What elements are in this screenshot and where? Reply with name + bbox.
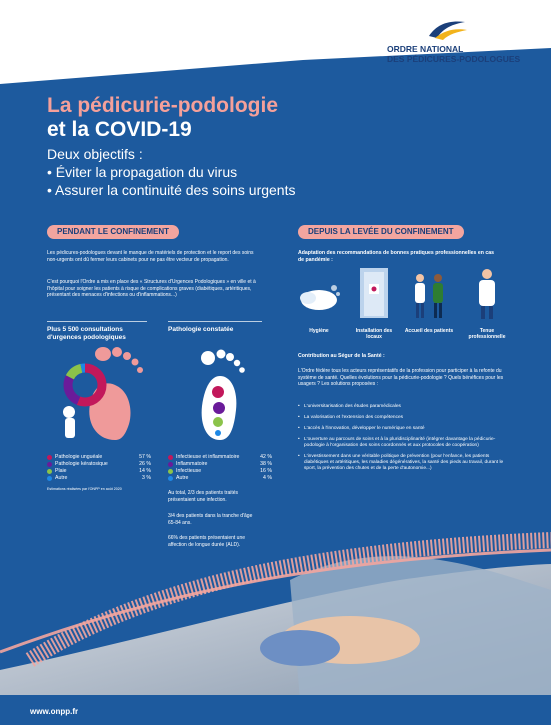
legend-label: Plaie	[55, 468, 67, 474]
legend-value: 14 %	[139, 468, 151, 474]
legend-value: 3 %	[142, 475, 151, 481]
legend-dot	[47, 476, 52, 481]
divider	[47, 321, 147, 322]
title-line2: et la COVID-19	[47, 118, 192, 141]
legend-dot	[168, 469, 173, 474]
legend-label: Inflammatoire	[176, 461, 208, 467]
icon-caption: Hygiène	[309, 328, 329, 334]
objective-item: • Éviter la propagation du virus	[47, 164, 238, 180]
legend-value: 26 %	[139, 461, 151, 467]
foot-dots-illustration	[188, 340, 268, 445]
logo-mark-icon	[423, 14, 471, 42]
stat-infection: Au total, 2/3 des patients traités présentaient une infection.	[168, 490, 239, 503]
title-line1: La pédicurie-podologie	[47, 94, 279, 117]
list-item: • L'ouverture au parcours de soins et à la pluridisciplinarité (intégrer davantage la pédicurie-podologie à l'organisation des soins coordonnés et aux protocoles de coopération)	[298, 437, 513, 449]
logo-line1: ORDRE NATIONAL	[387, 44, 464, 54]
header	[0, 0, 551, 90]
legend-dot	[47, 455, 52, 460]
pill-after-lockdown: DEPUIS LA LEVÉE DU CONFINEMENT	[298, 225, 464, 239]
legend-item	[47, 475, 151, 481]
estimation-note: Estimations réalisées par l'ONPP en août 2020	[47, 487, 122, 491]
icon-premises	[349, 266, 399, 340]
logo-text	[387, 44, 520, 64]
pathology-title: Pathologie constatée	[168, 326, 234, 333]
icon-uniform	[462, 266, 512, 340]
left-para1: Les pédicures-podologues devant le manque de matériels de protection et le report des soins non-urgents ont dû fermer leurs cabinets pour ne pas être vecteur de propagation.	[47, 250, 254, 263]
people-greeting-icon	[406, 270, 452, 320]
footer-url-link[interactable]: www.onpp.fr	[30, 707, 79, 716]
practitioner-icon	[470, 266, 504, 320]
list-item: • L'investissement dans une véritable politique de prévention (pour l'enfance, les patients diabétiques et artéritiques, les maladies dégénératives, la santé des pieds au travail, durant le sport, la prévention des chutes et de la perte d'autonomie...)	[298, 454, 513, 472]
list-item: • L'universitarisation des études paramédicales	[298, 404, 513, 410]
segur-title: Contribution au Ségur de la Santé :	[298, 353, 385, 359]
legend-value: 16 %	[260, 468, 272, 474]
icon-caption: Tenue professionnelle	[468, 328, 506, 340]
pill-during-lockdown: PENDANT LE CONFINEMENT	[47, 225, 179, 239]
legend-label: Autre	[55, 475, 68, 481]
legend-item	[168, 454, 272, 460]
legend-dot	[168, 476, 173, 481]
objective-item: • Assurer la continuité des soins urgents	[47, 182, 296, 198]
legend-dot	[47, 469, 52, 474]
legend-dot	[47, 462, 52, 467]
hands-washing-icon	[296, 278, 342, 320]
icon-hygiene	[294, 278, 344, 334]
legend-label: Pathologie unguéale	[55, 454, 103, 460]
legend-value: 38 %	[260, 461, 272, 467]
segur-text: L'Ordre fédère tous les acteurs représentatifs de la profession pour participer à la refonte du système de santé. Quelles évolutions pour la pédicurie-podologie ? Quels bénéfices pour les usagers ? Les solutions proposées :	[298, 368, 504, 387]
icon-caption: Installation des locaux	[355, 328, 393, 340]
objectives	[47, 145, 295, 199]
door-icon	[354, 266, 394, 320]
right-intro: Adaptation des recommandations de bonnes pratiques professionnelles en cas de pandémie :	[298, 250, 495, 263]
legend-value: 4 %	[263, 475, 272, 481]
legend-value: 57 %	[139, 454, 151, 460]
foot-donut-illustration	[55, 340, 155, 445]
objectives-intro: Deux objectifs :	[47, 146, 143, 162]
legend-item	[168, 475, 272, 481]
list-item: • La valorisation et l'extension des compétences	[298, 415, 513, 421]
icon-caption: Accueil des patients	[404, 328, 454, 334]
footer	[0, 695, 551, 725]
logo-line2: DES PÉDICURES-PODOLOGUES	[387, 54, 521, 64]
legend-label: Pathologie kératosique	[55, 461, 108, 467]
legend-dot	[168, 455, 173, 460]
consultations-title: Plus 5 500 consultations d'urgences podologiques	[47, 326, 126, 341]
legend-item	[168, 461, 272, 467]
solutions-list	[298, 404, 513, 477]
legend-item	[47, 461, 151, 467]
legend-item	[47, 454, 151, 460]
legend-label: Autre	[176, 475, 189, 481]
legend-value: 42 %	[260, 454, 272, 460]
left-para2: C'est pourquoi l'Ordre a mis en place des « Structures d'Urgences Podologiques » en ville et à l'hôpital pour soigner les patients à risque de complications graves (diabétiques, artéritiques, présentant des menaces d'infections ou d'inflammations...)	[47, 279, 256, 298]
bottom-photo-waves	[0, 520, 551, 700]
legend-item	[47, 468, 151, 474]
legend-item	[168, 468, 272, 474]
stat-ald: 66% des patients présentaient une affection de longue durée (ALD).	[168, 535, 245, 548]
list-item: • L'accès à l'innovation, développer le numérique en santé	[298, 426, 513, 432]
legend-label: Infectieuse	[176, 468, 202, 474]
stat-age: 3/4 des patients dans la tranche d'âge 65-84 ans.	[168, 513, 253, 526]
divider	[168, 321, 262, 322]
icon-reception	[404, 270, 454, 334]
legend-dot	[168, 462, 173, 467]
legend-label: Infectieuse et inflammatoire	[176, 454, 240, 460]
